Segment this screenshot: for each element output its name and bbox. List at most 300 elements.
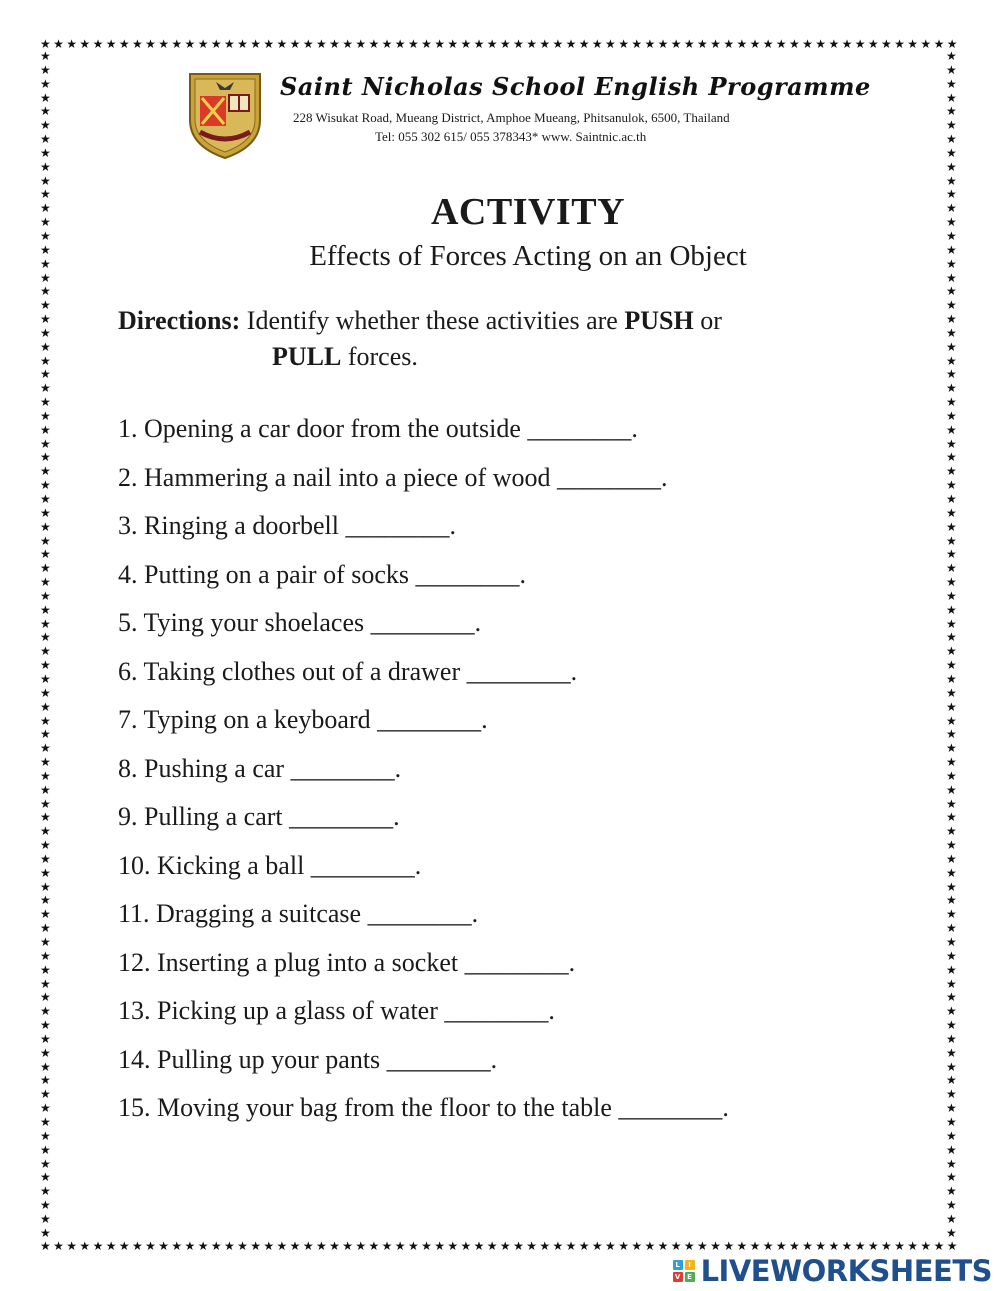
- star-border-icon: ★: [40, 699, 51, 714]
- star-border-icon: ★: [828, 1239, 840, 1253]
- star-border-icon: ★: [723, 37, 735, 51]
- star-border-icon: ★: [946, 256, 957, 271]
- star-border-icon: ★: [946, 1114, 957, 1129]
- star-border-icon: ★: [697, 1239, 708, 1253]
- question-item: 12. Inserting a plug into a socket ________.: [118, 947, 576, 977]
- star-border-icon: ★: [618, 1239, 629, 1253]
- star-border-icon: ★: [40, 602, 51, 617]
- star-border-icon: ★: [946, 893, 957, 908]
- star-border-icon: ★: [946, 616, 957, 631]
- star-border-icon: ★: [40, 561, 51, 576]
- star-border-icon: ★: [40, 1142, 51, 1157]
- star-border-icon: ★: [946, 602, 957, 617]
- logo-letter-e: E: [685, 1272, 695, 1282]
- star-border-icon: ★: [867, 1239, 879, 1253]
- school-name: Saint Nicholas School English Programme: [280, 72, 871, 101]
- star-border-icon: ★: [40, 187, 51, 202]
- star-border-icon: ★: [131, 37, 143, 51]
- star-border-icon: ★: [775, 1239, 787, 1253]
- star-border-icon: ★: [40, 1198, 51, 1213]
- directions-line-1: [118, 303, 722, 339]
- star-border-icon: ★: [946, 49, 957, 63]
- star-border-icon: ★: [250, 1239, 262, 1253]
- star-border-icon: ★: [368, 1239, 380, 1253]
- star-border-icon: ★: [315, 37, 327, 51]
- star-border-icon: ★: [762, 1239, 774, 1253]
- star-border-icon: ★: [946, 1239, 958, 1253]
- question-item: 4. Putting on a pair of socks ________.: [118, 559, 527, 589]
- star-border-icon: ★: [946, 1101, 957, 1116]
- logo-letter-i: I: [685, 1260, 695, 1270]
- star-border-icon: ★: [40, 353, 51, 368]
- star-border-icon: ★: [894, 37, 905, 51]
- star-border-icon: ★: [946, 464, 957, 479]
- star-border-icon: ★: [946, 935, 957, 949]
- star-border-icon: ★: [946, 1004, 957, 1019]
- star-border-icon: ★: [946, 948, 957, 963]
- star-border-icon: ★: [946, 381, 957, 396]
- star-border-icon: ★: [40, 727, 51, 742]
- star-border-icon: ★: [329, 37, 340, 51]
- page-subtitle: Effects of Forces Acting on an Object: [309, 240, 747, 272]
- star-border-icon: ★: [40, 408, 51, 423]
- star-border-icon: ★: [40, 976, 51, 991]
- star-border-icon: ★: [40, 478, 51, 493]
- star-border-icon: ★: [513, 37, 524, 51]
- star-border-icon: ★: [92, 37, 104, 51]
- star-border-icon: ★: [946, 104, 957, 119]
- star-border-icon: ★: [40, 630, 51, 645]
- star-border-icon: ★: [118, 1239, 130, 1253]
- star-border-icon: ★: [40, 768, 51, 783]
- star-border-icon: ★: [53, 1239, 64, 1253]
- star-border-icon: ★: [40, 159, 51, 174]
- star-border-icon: ★: [565, 37, 577, 51]
- star-border-icon: ★: [276, 37, 288, 51]
- star-border-icon: ★: [40, 685, 51, 700]
- star-border-icon: ★: [473, 37, 485, 51]
- question-item: 11. Dragging a suitcase ________.: [118, 899, 479, 928]
- star-border-icon: ★: [40, 1004, 51, 1019]
- star-border-icon: ★: [946, 713, 957, 728]
- star-border-icon: ★: [946, 921, 957, 936]
- star-border-icon: ★: [946, 796, 957, 811]
- star-border-icon: ★: [184, 37, 196, 51]
- star-border-icon: ★: [407, 37, 419, 51]
- star-border-icon: ★: [946, 879, 957, 894]
- star-border-icon: ★: [158, 37, 170, 51]
- question-item: 3. Ringing a doorbell ________.: [118, 511, 456, 540]
- star-border-icon: ★: [40, 1114, 51, 1129]
- question-item: 1. Opening a car door from the outside ________.: [118, 414, 638, 443]
- star-border-icon: ★: [40, 242, 51, 257]
- star-border-icon: ★: [946, 561, 957, 576]
- star-border-icon: ★: [946, 505, 957, 520]
- star-border-icon: ★: [946, 492, 957, 506]
- star-border-icon: ★: [145, 37, 156, 51]
- star-border-icon: ★: [40, 907, 51, 922]
- star-border-icon: ★: [841, 1239, 853, 1253]
- star-border-icon: ★: [40, 492, 51, 506]
- star-border-icon: ★: [946, 1156, 957, 1171]
- star-border-icon: ★: [946, 838, 957, 853]
- star-border-icon: ★: [40, 547, 51, 562]
- star-border-icon: ★: [302, 37, 314, 51]
- star-border-icon: ★: [40, 1170, 51, 1185]
- star-border-icon: ★: [434, 1239, 445, 1253]
- star-border-icon: ★: [946, 962, 957, 977]
- star-border-icon: ★: [250, 37, 262, 51]
- star-border-icon: ★: [40, 948, 51, 963]
- star-border-icon: ★: [40, 755, 51, 770]
- star-border-icon: ★: [946, 782, 957, 797]
- star-border-icon: ★: [40, 325, 51, 340]
- star-border-icon: ★: [946, 1184, 957, 1199]
- star-border-icon: ★: [40, 173, 51, 188]
- question-item: 13. Picking up a glass of water ________.: [118, 996, 555, 1025]
- star-border-icon: ★: [946, 353, 957, 368]
- star-border-bottom: [40, 1240, 958, 1252]
- star-border-icon: ★: [946, 547, 957, 562]
- question-item: 9. Pulling a cart ________.: [118, 802, 400, 831]
- star-border-icon: ★: [329, 1239, 340, 1253]
- school-address: 228 Wisukat Road, Mueang District, Amphoe Mueang, Phitsanulok, 6500, Thailand: [293, 110, 730, 125]
- star-border-icon: ★: [591, 37, 603, 51]
- question-item: 7. Typing on a keyboard ________.: [118, 705, 488, 734]
- star-border-icon: ★: [171, 1239, 183, 1253]
- star-border-icon: ★: [40, 713, 51, 728]
- school-crest-icon: [186, 68, 264, 160]
- star-border-icon: ★: [40, 1128, 51, 1143]
- directions-text-1: Identify whether these activities are: [240, 306, 625, 335]
- star-border-icon: ★: [381, 37, 393, 51]
- star-border-icon: ★: [946, 145, 957, 160]
- star-border-icon: ★: [40, 62, 51, 77]
- star-border-icon: ★: [40, 588, 51, 603]
- star-border-icon: ★: [683, 1239, 695, 1253]
- star-border-icon: ★: [40, 422, 51, 437]
- star-border-top: [40, 38, 958, 50]
- star-border-icon: ★: [828, 37, 840, 51]
- star-border-icon: ★: [946, 450, 957, 465]
- star-border-icon: ★: [40, 1087, 51, 1102]
- star-border-icon: ★: [946, 810, 957, 825]
- star-border-icon: ★: [434, 37, 445, 51]
- star-border-icon: ★: [920, 1239, 932, 1253]
- star-border-icon: ★: [40, 132, 51, 147]
- star-border-icon: ★: [210, 37, 222, 51]
- star-border-icon: ★: [342, 1239, 353, 1253]
- logo-letter-v: V: [673, 1272, 683, 1282]
- star-border-icon: ★: [40, 658, 51, 673]
- star-border-icon: ★: [40, 893, 51, 908]
- star-border-icon: ★: [946, 588, 957, 603]
- star-border-icon: ★: [40, 450, 51, 465]
- star-border-icon: ★: [539, 1239, 551, 1253]
- star-border-icon: ★: [40, 118, 51, 133]
- star-border-icon: ★: [946, 312, 957, 327]
- star-border-icon: ★: [946, 1045, 957, 1060]
- star-border-icon: ★: [40, 741, 51, 756]
- brand-wordmark: LIVEWORKSHEETS: [700, 1254, 992, 1288]
- star-border-icon: ★: [946, 62, 957, 77]
- star-border-icon: ★: [946, 976, 957, 991]
- star-border-icon: ★: [946, 215, 957, 230]
- star-border-icon: ★: [946, 533, 957, 548]
- star-border-icon: ★: [40, 838, 51, 853]
- star-border-icon: ★: [946, 1073, 957, 1088]
- star-border-icon: ★: [40, 37, 51, 51]
- star-border-icon: ★: [197, 1239, 209, 1253]
- star-border-icon: ★: [946, 865, 957, 880]
- star-border-icon: ★: [946, 685, 957, 700]
- star-border-icon: ★: [946, 519, 957, 534]
- directions-label: Directions:: [118, 306, 241, 335]
- star-border-icon: ★: [946, 755, 957, 770]
- star-border-icon: ★: [145, 1239, 156, 1253]
- star-border-icon: ★: [40, 990, 51, 1005]
- star-border-icon: ★: [105, 37, 117, 51]
- star-border-icon: ★: [40, 145, 51, 160]
- star-border-icon: ★: [499, 1239, 511, 1253]
- star-border-icon: ★: [276, 1239, 288, 1253]
- star-border-icon: ★: [40, 644, 51, 659]
- star-border-icon: ★: [605, 37, 616, 51]
- star-border-icon: ★: [421, 1239, 432, 1253]
- star-border-icon: ★: [79, 1239, 91, 1253]
- star-border-icon: ★: [578, 1239, 590, 1253]
- star-border-icon: ★: [105, 1239, 117, 1253]
- star-border-icon: ★: [710, 37, 721, 51]
- star-border-icon: ★: [40, 49, 51, 63]
- question-item: 15. Moving your bag from the floor to the table ________.: [118, 1093, 729, 1122]
- star-border-icon: ★: [66, 1239, 78, 1253]
- star-border-icon: ★: [526, 1239, 537, 1253]
- star-border-icon: ★: [40, 464, 51, 479]
- star-border-icon: ★: [946, 1198, 957, 1213]
- star-border-icon: ★: [670, 37, 682, 51]
- star-border-icon: ★: [40, 436, 51, 451]
- star-border-icon: ★: [946, 408, 957, 423]
- star-border-icon: ★: [342, 37, 353, 51]
- star-border-icon: ★: [92, 1239, 104, 1253]
- star-border-icon: ★: [368, 37, 380, 51]
- star-border-icon: ★: [40, 1156, 51, 1171]
- star-border-icon: ★: [946, 395, 957, 410]
- star-border-icon: ★: [946, 228, 957, 243]
- star-border-icon: ★: [40, 782, 51, 797]
- star-border-icon: ★: [618, 37, 629, 51]
- star-border-icon: ★: [526, 37, 537, 51]
- star-border-icon: ★: [40, 201, 51, 216]
- star-border-icon: ★: [552, 1239, 564, 1253]
- directions-line-2: [118, 339, 722, 375]
- star-border-icon: ★: [499, 37, 511, 51]
- push-keyword: PUSH: [624, 306, 694, 335]
- star-border-icon: ★: [40, 270, 51, 285]
- star-border-icon: ★: [40, 810, 51, 825]
- question-list: [118, 409, 729, 1137]
- question-item: 5. Tying your shoelaces ________.: [118, 608, 482, 637]
- star-border-icon: ★: [867, 37, 879, 51]
- star-border-icon: ★: [355, 37, 367, 51]
- directions-or: or: [693, 306, 722, 335]
- star-border-icon: ★: [946, 1142, 957, 1157]
- star-border-icon: ★: [473, 1239, 485, 1253]
- star-border-icon: ★: [40, 865, 51, 880]
- star-border-icon: ★: [355, 1239, 367, 1253]
- star-border-icon: ★: [40, 505, 51, 520]
- star-border-icon: ★: [815, 1239, 827, 1253]
- star-border-icon: ★: [946, 907, 957, 922]
- star-border-icon: ★: [40, 1018, 51, 1033]
- star-border-icon: ★: [881, 37, 892, 51]
- star-border-icon: ★: [237, 1239, 248, 1253]
- star-border-icon: ★: [40, 1073, 51, 1088]
- star-border-icon: ★: [907, 1239, 919, 1253]
- liveworksheets-brand: [673, 1254, 992, 1288]
- star-border-icon: ★: [40, 1184, 51, 1199]
- star-border-icon: ★: [552, 37, 564, 51]
- star-border-icon: ★: [683, 37, 695, 51]
- directions: [118, 303, 722, 375]
- star-border-icon: ★: [946, 173, 957, 188]
- star-border-icon: ★: [40, 1101, 51, 1116]
- star-border-icon: ★: [315, 1239, 327, 1253]
- star-border-icon: ★: [933, 37, 945, 51]
- star-border-icon: ★: [40, 1045, 51, 1060]
- star-border-icon: ★: [854, 37, 866, 51]
- star-border-icon: ★: [40, 90, 51, 105]
- star-border-icon: ★: [946, 630, 957, 645]
- star-border-icon: ★: [802, 37, 813, 51]
- page-title: ACTIVITY: [430, 191, 626, 233]
- school-contact: Tel: 055 302 615/ 055 378343* www. Saintnic.ac.th: [375, 129, 647, 144]
- star-border-icon: ★: [40, 921, 51, 936]
- question-item: 6. Taking clothes out of a drawer ________.: [118, 656, 578, 686]
- star-border-icon: ★: [40, 284, 51, 299]
- star-border-icon: ★: [40, 76, 51, 91]
- star-border-icon: ★: [946, 851, 957, 866]
- star-border-icon: ★: [263, 37, 275, 51]
- star-border-icon: ★: [40, 215, 51, 230]
- star-border-icon: ★: [40, 533, 51, 548]
- star-border-icon: ★: [40, 381, 51, 396]
- star-border-icon: ★: [578, 37, 590, 51]
- star-border-icon: ★: [946, 575, 957, 590]
- star-border-icon: ★: [421, 37, 432, 51]
- star-border-icon: ★: [946, 699, 957, 714]
- star-border-icon: ★: [946, 478, 957, 493]
- star-border-icon: ★: [946, 824, 957, 839]
- star-border-icon: ★: [394, 1239, 406, 1253]
- star-border-icon: ★: [946, 422, 957, 437]
- star-border-icon: ★: [223, 1239, 235, 1253]
- question-item: 10. Kicking a ball ________.: [118, 850, 422, 880]
- star-border-icon: ★: [946, 644, 957, 659]
- star-border-icon: ★: [946, 37, 958, 51]
- star-border-icon: ★: [66, 37, 78, 51]
- star-border-icon: ★: [697, 37, 708, 51]
- star-border-icon: ★: [670, 1239, 682, 1253]
- star-border-icon: ★: [657, 1239, 669, 1253]
- star-border-icon: ★: [539, 37, 551, 51]
- star-border-icon: ★: [631, 37, 643, 51]
- star-border-icon: ★: [40, 962, 51, 977]
- logo-letter-l: L: [673, 1260, 683, 1270]
- star-border-icon: ★: [197, 37, 209, 51]
- star-border-icon: ★: [946, 284, 957, 299]
- star-border-icon: ★: [946, 367, 957, 382]
- star-border-icon: ★: [907, 37, 919, 51]
- star-border-icon: ★: [946, 325, 957, 340]
- star-border-icon: ★: [920, 37, 932, 51]
- star-border-icon: ★: [946, 671, 957, 686]
- star-border-icon: ★: [40, 298, 51, 313]
- star-border-icon: ★: [881, 1239, 892, 1253]
- star-border-icon: ★: [40, 312, 51, 327]
- star-border-icon: ★: [79, 37, 91, 51]
- star-border-icon: ★: [40, 851, 51, 866]
- star-border-icon: ★: [946, 741, 957, 756]
- star-border-icon: ★: [946, 270, 957, 285]
- liveworksheets-logo-icon: [673, 1260, 695, 1282]
- question-item: 2. Hammering a nail into a piece of wood ________.: [118, 462, 668, 492]
- star-border-icon: ★: [946, 132, 957, 147]
- star-border-icon: ★: [289, 37, 301, 51]
- star-border-icon: ★: [657, 37, 669, 51]
- star-border-icon: ★: [605, 1239, 616, 1253]
- star-border-icon: ★: [40, 671, 51, 686]
- star-border-icon: ★: [40, 796, 51, 811]
- star-border-icon: ★: [40, 1031, 51, 1046]
- star-border-icon: ★: [762, 37, 774, 51]
- directions-text-2: forces.: [341, 342, 418, 371]
- star-border-icon: ★: [40, 228, 51, 243]
- star-border-icon: ★: [841, 37, 853, 51]
- star-border-icon: ★: [736, 1239, 748, 1253]
- star-border-icon: ★: [223, 37, 235, 51]
- star-border-icon: ★: [447, 1239, 459, 1253]
- star-border-icon: ★: [946, 768, 957, 783]
- star-border-icon: ★: [565, 1239, 577, 1253]
- star-border-icon: ★: [486, 1239, 498, 1253]
- star-border-icon: ★: [946, 298, 957, 313]
- star-border-icon: ★: [184, 1239, 196, 1253]
- star-border-icon: ★: [210, 1239, 222, 1253]
- star-border-icon: ★: [631, 1239, 643, 1253]
- star-border-icon: ★: [591, 1239, 603, 1253]
- star-border-icon: ★: [946, 1128, 957, 1143]
- star-border-icon: ★: [302, 1239, 314, 1253]
- star-border-icon: ★: [946, 159, 957, 174]
- star-border-icon: ★: [158, 1239, 170, 1253]
- star-border-icon: ★: [644, 1239, 656, 1253]
- star-border-icon: ★: [40, 935, 51, 949]
- star-border-icon: ★: [394, 37, 406, 51]
- star-border-icon: ★: [40, 104, 51, 119]
- star-border-icon: ★: [118, 37, 130, 51]
- star-border-icon: ★: [263, 1239, 275, 1253]
- star-border-icon: ★: [460, 37, 472, 51]
- star-border-icon: ★: [723, 1239, 735, 1253]
- star-border-icon: ★: [946, 1211, 957, 1226]
- star-border-icon: ★: [802, 1239, 813, 1253]
- star-border-icon: ★: [775, 37, 787, 51]
- star-border-icon: ★: [460, 1239, 472, 1253]
- question-item: 8. Pushing a car ________.: [118, 753, 402, 783]
- star-border-icon: ★: [946, 90, 957, 105]
